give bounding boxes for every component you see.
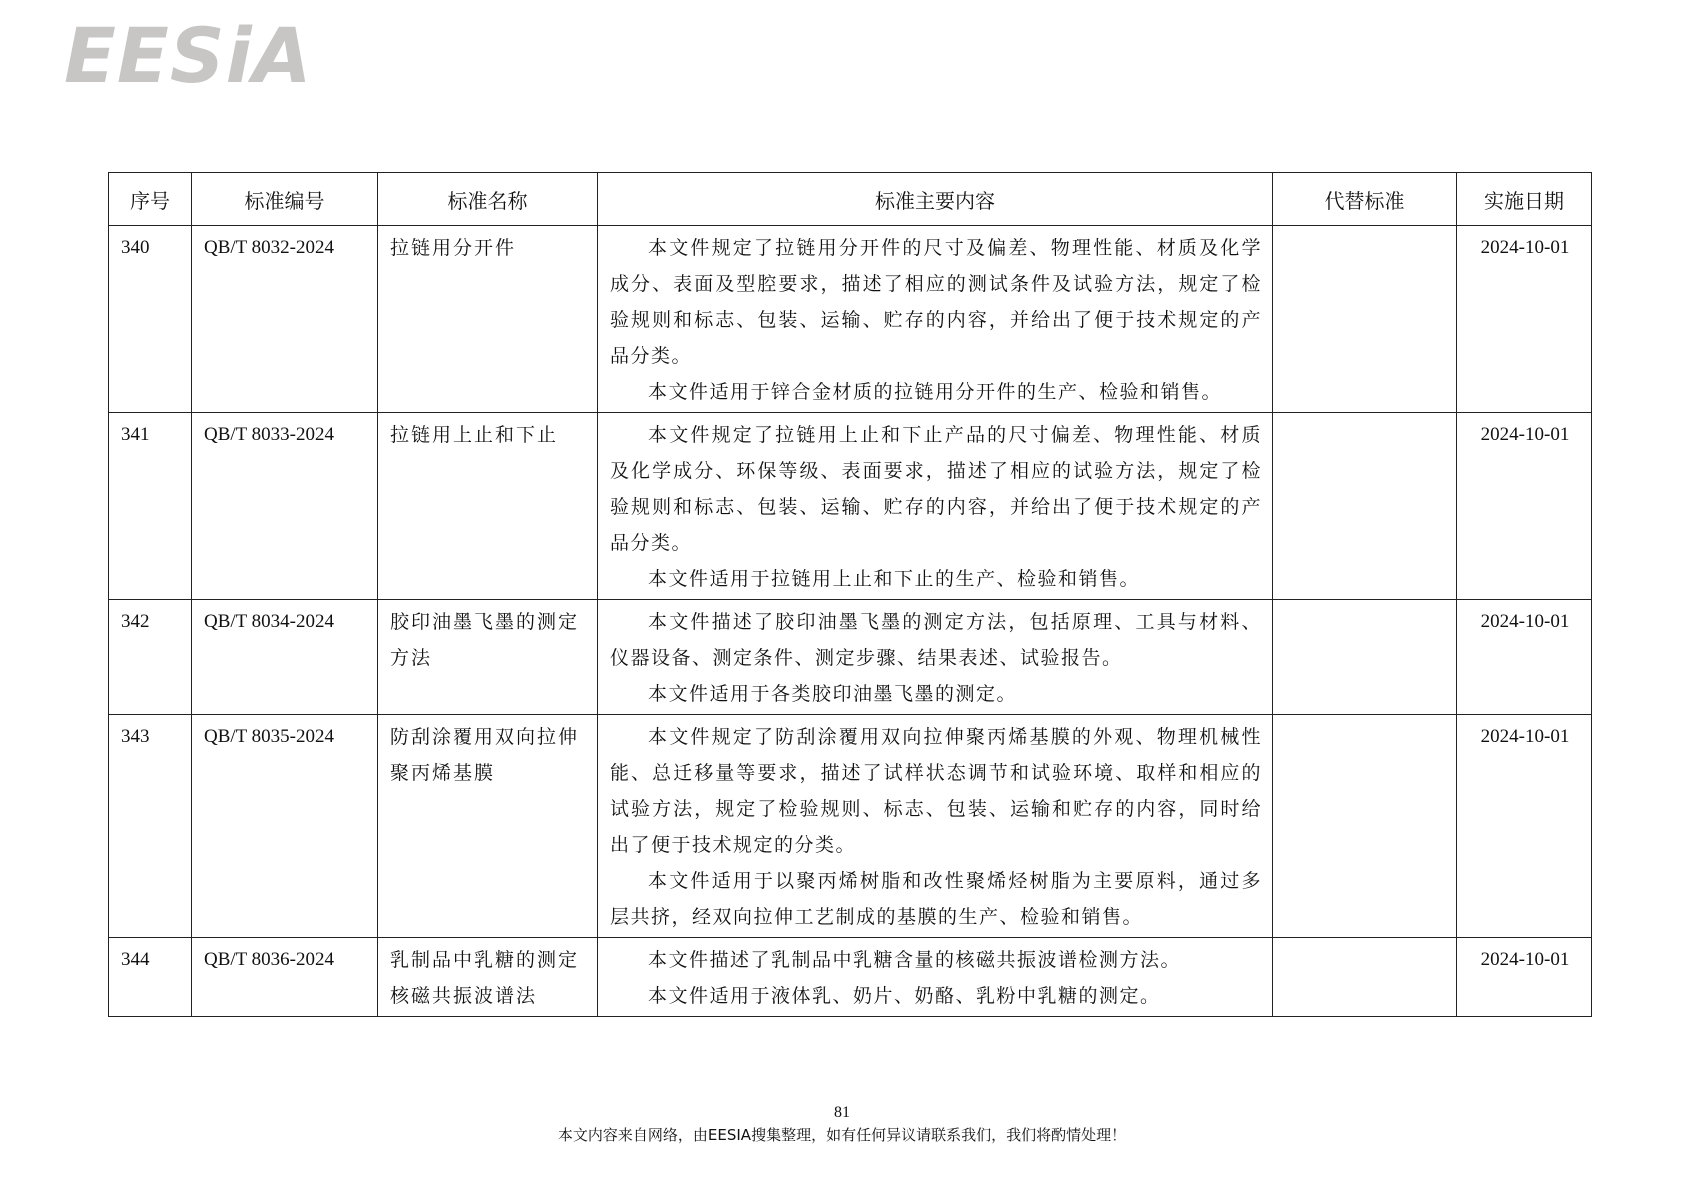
row-seq: 344 — [109, 938, 192, 1017]
table-row — [109, 226, 1592, 413]
content-paragraph: 本文件适用于液体乳、奶片、奶酪、乳粉中乳糖的测定。 — [648, 985, 1161, 1007]
row-code: QB/T 8034-2024 — [192, 600, 378, 715]
row-replaces — [1273, 715, 1457, 938]
row-date: 2024-10-01 — [1457, 600, 1592, 715]
content-paragraph: 本文件描述了乳制品中乳糖含量的核磁共振波谱检测方法。 — [648, 949, 1182, 971]
row-name: 拉链用上止和下止 — [378, 413, 598, 600]
header-content: 标准主要内容 — [598, 173, 1273, 226]
header-code: 标准编号 — [192, 173, 378, 226]
content-paragraph: 本文件描述了胶印油墨飞墨的测定方法，包括原理、工具与材料、仪器设备、测定条件、测定步骤、结果表述、试验报告。 — [610, 611, 1262, 669]
row-seq: 343 — [109, 715, 192, 938]
header-date: 实施日期 — [1457, 173, 1592, 226]
eesia-logo: EESiA — [64, 11, 313, 100]
row-seq: 340 — [109, 226, 192, 413]
row-content — [598, 226, 1273, 413]
table-row — [109, 938, 1592, 1017]
row-code: QB/T 8033-2024 — [192, 413, 378, 600]
row-replaces — [1273, 938, 1457, 1017]
row-seq: 342 — [109, 600, 192, 715]
row-replaces — [1273, 413, 1457, 600]
table-row — [109, 600, 1592, 715]
content-paragraph: 本文件适用于以聚丙烯树脂和改性聚烯烃树脂为主要原料，通过多层共挤，经双向拉伸工艺制成的基膜的生产、检验和销售。 — [610, 870, 1262, 928]
row-replaces — [1273, 600, 1457, 715]
header-seq: 序号 — [109, 173, 192, 226]
table-row — [109, 413, 1592, 600]
header-name: 标准名称 — [378, 173, 598, 226]
standards-table — [108, 172, 1592, 1017]
row-content — [598, 715, 1273, 938]
content-paragraph: 本文件规定了拉链用上止和下止产品的尺寸偏差、物理性能、材质及化学成分、环保等级、表面要求，描述了相应的试验方法，规定了检验规则和标志、包装、运输、贮存的内容，并给出了便于技术规定的产品分类。 — [610, 424, 1262, 554]
content-paragraph: 本文件适用于各类胶印油墨飞墨的测定。 — [648, 683, 1018, 705]
row-replaces — [1273, 226, 1457, 413]
row-date: 2024-10-01 — [1457, 226, 1592, 413]
row-date: 2024-10-01 — [1457, 938, 1592, 1017]
row-content — [598, 413, 1273, 600]
content-paragraph: 本文件适用于拉链用上止和下止的生产、检验和销售。 — [648, 568, 1141, 590]
row-code: QB/T 8032-2024 — [192, 226, 378, 413]
row-date: 2024-10-01 — [1457, 715, 1592, 938]
table-header-row — [109, 173, 1592, 226]
content-paragraph: 本文件规定了防刮涂覆用双向拉伸聚丙烯基膜的外观、物理机械性能、总迁移量等要求，描述了试样状态调节和试验环境、取样和相应的试验方法，规定了检验规则、标志、包装、运输和贮存的内容，同时给出了便于技术规定的分类。 — [610, 726, 1262, 856]
row-date: 2024-10-01 — [1457, 413, 1592, 600]
header-replaces: 代替标准 — [1273, 173, 1457, 226]
row-content — [598, 600, 1273, 715]
row-code: QB/T 8035-2024 — [192, 715, 378, 938]
row-name: 防刮涂覆用双向拉伸聚丙烯基膜 — [378, 715, 598, 938]
row-content — [598, 938, 1273, 1017]
row-code: QB/T 8036-2024 — [192, 938, 378, 1017]
row-name: 拉链用分开件 — [378, 226, 598, 413]
table-row — [109, 715, 1592, 938]
content-paragraph: 本文件适用于锌合金材质的拉链用分开件的生产、检验和销售。 — [648, 381, 1223, 403]
row-name: 乳制品中乳糖的测定核磁共振波谱法 — [378, 938, 598, 1017]
row-name: 胶印油墨飞墨的测定方法 — [378, 600, 598, 715]
page-number: 81 — [834, 1104, 850, 1121]
content-paragraph: 本文件规定了拉链用分开件的尺寸及偏差、物理性能、材质及化学成分、表面及型腔要求，描述了相应的测试条件及试验方法，规定了检验规则和标志、包装、运输、贮存的内容，并给出了便于技术规定的产品分类。 — [610, 237, 1262, 367]
footer-notice: 本文内容来自网络，由EESIA搜集整理，如有任何异议请联系我们，我们将酌情处理！ — [557, 1126, 1127, 1144]
row-seq: 341 — [109, 413, 192, 600]
